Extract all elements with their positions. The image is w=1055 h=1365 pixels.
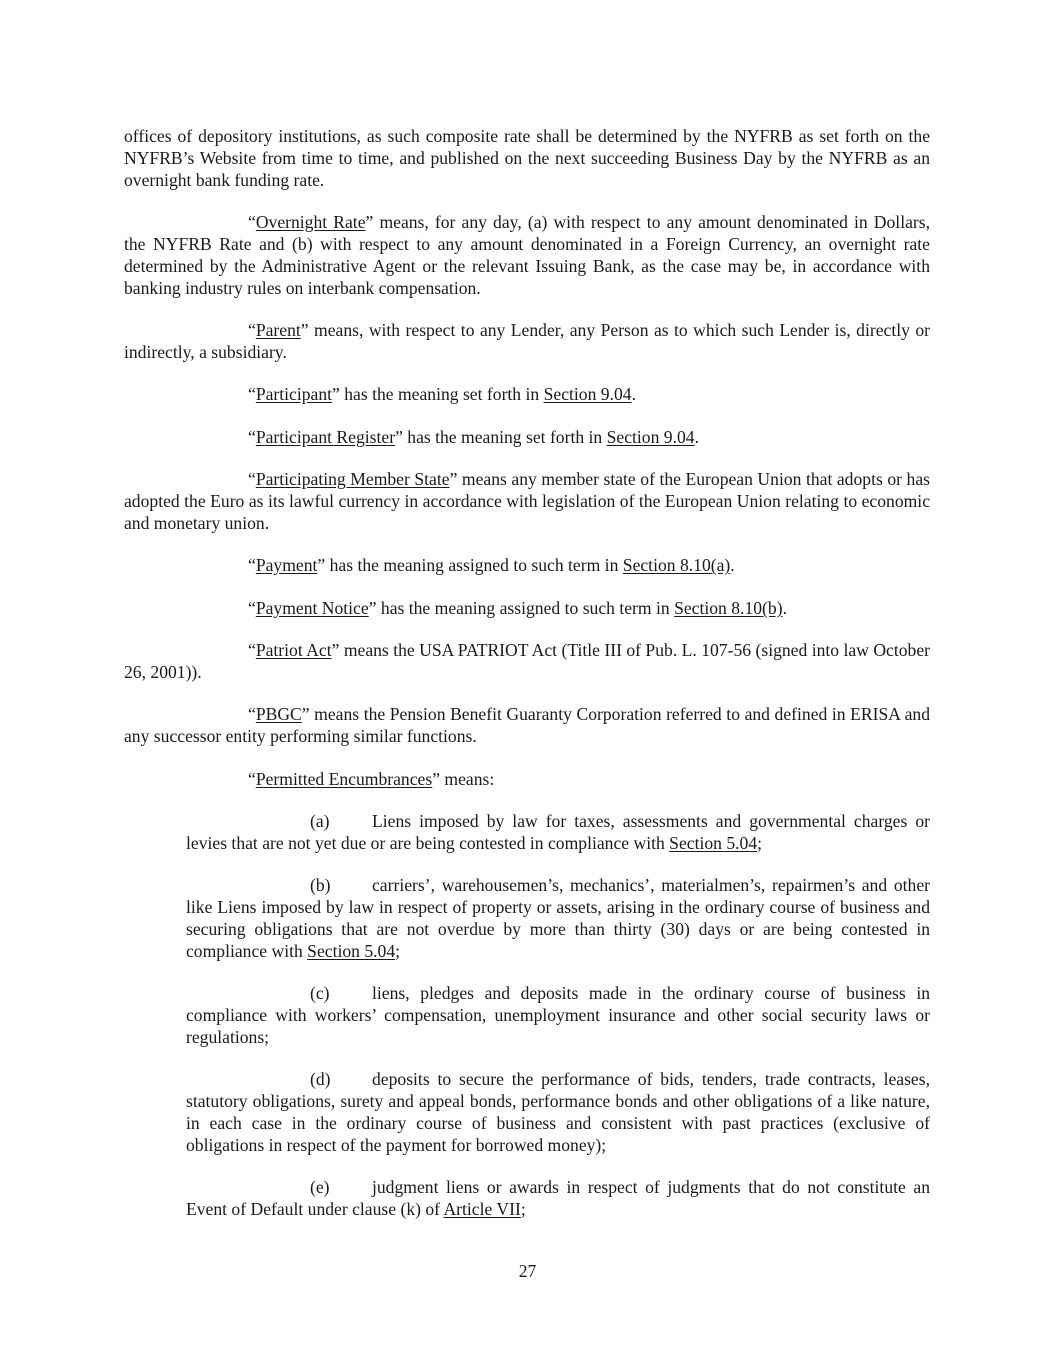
clause-c: (c) liens, pledges and deposits made in the ordinary course of business in compliance with workers’ compensation, unemployment insurance and other social security laws or regulations;: [186, 983, 930, 1047]
defined-term: Participant: [255, 384, 333, 404]
definition-parent: “Parent” means, with respect to any Lender, any Person as to which such Lender is, directly or indirectly, a subsidiary.: [124, 320, 930, 362]
definition-overnight-rate: “Overnight Rate” means, for any day, (a) with respect to any amount denominated in Dollars, the NYFRB Rate and (b) with respect to any amount denominated in a Foreign Currency, an overnight rate determined by the Administrative Agent or the relevant Issuing Bank, as the case may be, in accordance with banking industry rules on interbank compensation.: [124, 212, 930, 298]
defined-term: Overnight Rate: [255, 212, 366, 232]
clause-d: (d) deposits to secure the performance of bids, tenders, trade contracts, leases, statutory obligations, surety and appeal bonds, performance bonds and other obligations of a like nature, in each case in the ordinary course of business and consistent with past practices (exclusive of obligations in respect of the payment for borrowed money);: [186, 1069, 930, 1155]
definition-participating-member-state: “Participating Member State” means any member state of the European Union that adopts or has adopted the Euro as its lawful currency in accordance with legislation of the European Union relating to economic and monetary union.: [124, 469, 930, 533]
definition-pbgc: “PBGC” means the Pension Benefit Guaranty Corporation referred to and defined in ERISA and any successor entity performing similar functions.: [124, 704, 930, 746]
clause-label: (b): [310, 875, 331, 895]
section-reference: Section 9.04: [606, 427, 695, 447]
clause-label: (d): [310, 1069, 331, 1089]
clause-label: (e): [310, 1177, 330, 1197]
defined-term: Parent: [255, 320, 301, 340]
definition-permitted-encumbrances: “Permitted Encumbrances” means:: [248, 769, 495, 789]
section-reference: Article VII: [443, 1199, 521, 1219]
section-reference: Section 5.04: [307, 941, 396, 961]
page-number: 27: [518, 1261, 537, 1281]
clause-a: (a) Liens imposed by law for taxes, assessments and governmental charges or levies that are not yet due or are being contested in compliance with Section 5.04;: [186, 811, 930, 853]
section-reference: Section 8.10(b): [674, 598, 783, 618]
defined-term: Patriot Act: [255, 640, 332, 660]
section-reference: Section 9.04: [543, 384, 632, 404]
definition-participant-register: “Participant Register” has the meaning set forth in Section 9.04.: [248, 427, 699, 447]
definition-participant: “Participant” has the meaning set forth in Section 9.04.: [248, 384, 636, 404]
clause-e: (e) judgment liens or awards in respect of judgments that do not constitute an Event of Default under clause (k) of Article VII;: [186, 1177, 930, 1219]
clause-label: (a): [310, 811, 330, 831]
defined-term: Payment Notice: [255, 598, 369, 618]
defined-term: Participant Register: [255, 427, 396, 447]
definition-patriot-act: “Patriot Act” means the USA PATRIOT Act (Title III of Pub. L. 107-56 (signed into law October 26, 2001)).: [124, 640, 930, 682]
section-reference: Section 5.04: [669, 833, 758, 853]
clause-b: (b) carriers’, warehousemen’s, mechanics’, materialmen’s, repairmen’s and other like Liens imposed by law in respect of property or assets, arising in the ordinary course of business and securing obligations that are not overdue by more than thirty (30) days or are being contested in compliance with Section 5.04;: [186, 875, 930, 961]
section-reference: Section 8.10(a): [622, 555, 731, 575]
defined-term: PBGC: [255, 704, 302, 724]
definition-payment: “Payment” has the meaning assigned to such term in Section 8.10(a).: [248, 555, 735, 575]
defined-term: Payment: [255, 555, 318, 575]
defined-term: Participating Member State: [255, 469, 450, 489]
clause-label: (c): [310, 983, 330, 1003]
intro-paragraph: offices of depository institutions, as such composite rate shall be determined by the NYFRB as set forth on the NYFRB’s Website from time to time, and published on the next succeeding Business Day by the NYFRB as an overnight bank funding rate.: [124, 126, 930, 190]
defined-term: Permitted Encumbrances: [255, 769, 433, 789]
definition-payment-notice: “Payment Notice” has the meaning assigned to such term in Section 8.10(b).: [248, 598, 787, 618]
